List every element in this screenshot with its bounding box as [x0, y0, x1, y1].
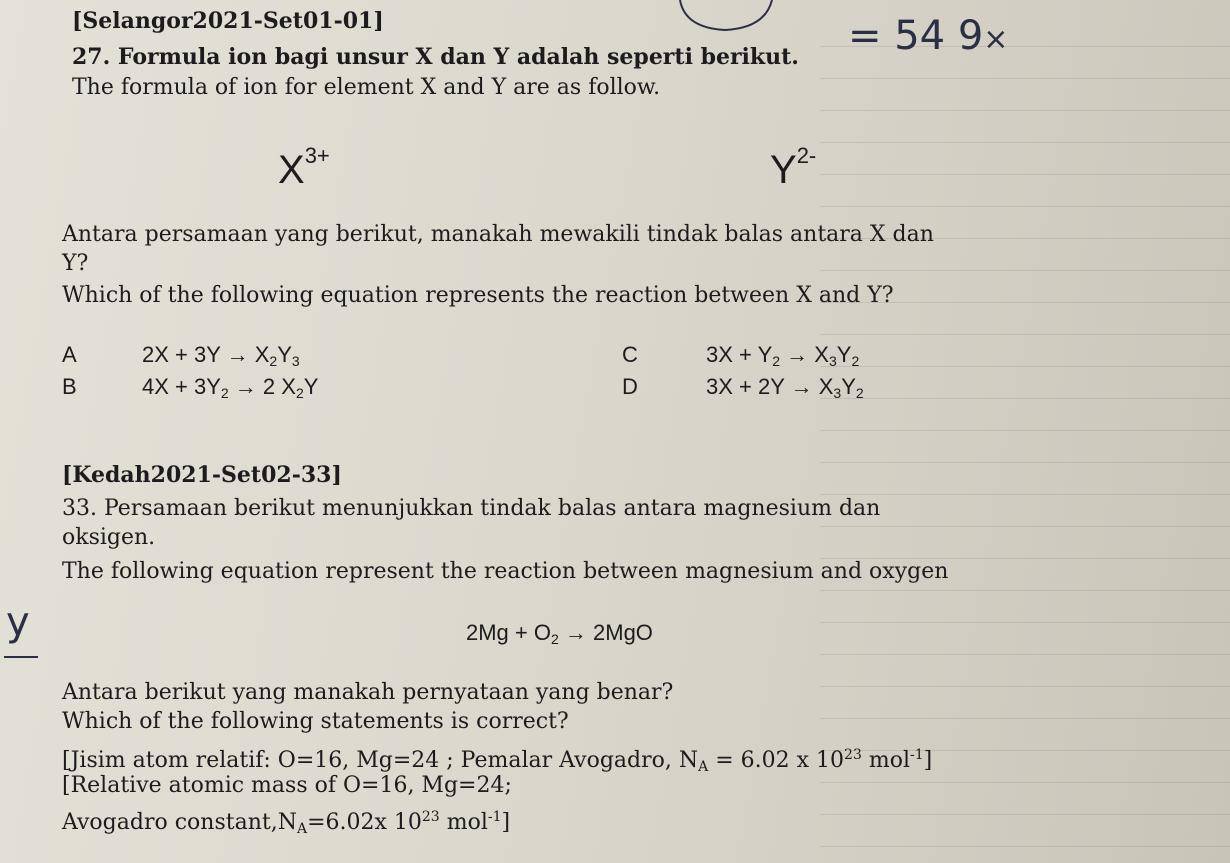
- q27-question-en: Which of the following equation represents the reaction between X and Y?: [62, 283, 894, 308]
- option-b-letter[interactable]: B: [62, 374, 77, 399]
- option-c-equation[interactable]: $3X + Y_2 \to X_3Y_2$: [706, 342, 860, 369]
- q33-source-tag: [Kedah2021-Set02-33]: [62, 462, 342, 488]
- q27-question-ms-2: Y?: [62, 251, 89, 276]
- q33-question-ms: Antara berikut yang manakah pernyataan yang benar?: [62, 680, 674, 705]
- option-a-letter[interactable]: A: [62, 342, 77, 367]
- q27-stem-ms: 27. Formula ion bagi unsur X dan Y adalah seperti berikut.: [72, 44, 799, 70]
- q33-stem-en: The following equation represent the reaction between magnesium and oxygen: [62, 559, 949, 584]
- handwritten-circle: [660, 0, 790, 36]
- q33-constants-en-1: [Relative atomic mass of O=16, Mg=24;: [62, 773, 512, 798]
- margin-note: y: [6, 599, 30, 645]
- q27-question-ms-1: Antara persamaan yang berikut, manakah mewakili tindak balas antara X dan: [62, 222, 934, 247]
- option-d-letter[interactable]: D: [622, 374, 638, 399]
- q33-equation: $2Mg + O_2 \to 2MgO$: [466, 620, 653, 647]
- q33-constants-ms: [Jisim atom relatif: O=16, Mg=24 ; Pemalar Avogadro, $N_A = 6.02$ x $10^{23}$ mol$^{-1}$]: [62, 747, 933, 775]
- q33-stem-ms-1: 33. Persamaan berikut menunjukkan tindak balas antara magnesium dan: [62, 496, 881, 521]
- ion-y: $Y^{2-}$: [770, 143, 817, 192]
- ion-x: $X^{3+}$: [278, 143, 330, 192]
- handwritten-note: = 54 9×: [848, 13, 1009, 59]
- q33-constants-en-2: Avogadro $constant,N_A=6.02x$ $10^{23}$ mol$^{-1}$]: [62, 809, 511, 837]
- q27-source-tag: [Selangor2021-Set01-01]: [72, 8, 384, 34]
- margin-line: [4, 656, 38, 658]
- show-through-text: [820, 20, 1230, 863]
- option-b-equation[interactable]: $4X + 3Y_2 \to 2$ $X_2Y$: [142, 374, 319, 401]
- q33-stem-ms-2: oksigen.: [62, 525, 156, 550]
- option-d-equation[interactable]: $3X + 2Y \to X_3Y_2$: [706, 374, 864, 401]
- option-c-letter[interactable]: C: [622, 342, 638, 367]
- q27-stem-en: The formula of ion for element X and Y are as follow.: [72, 75, 661, 100]
- q33-question-en: Which of the following statements is correct?: [62, 709, 569, 734]
- option-a-equation[interactable]: $2X + 3Y \to X_2Y_3$: [142, 342, 300, 369]
